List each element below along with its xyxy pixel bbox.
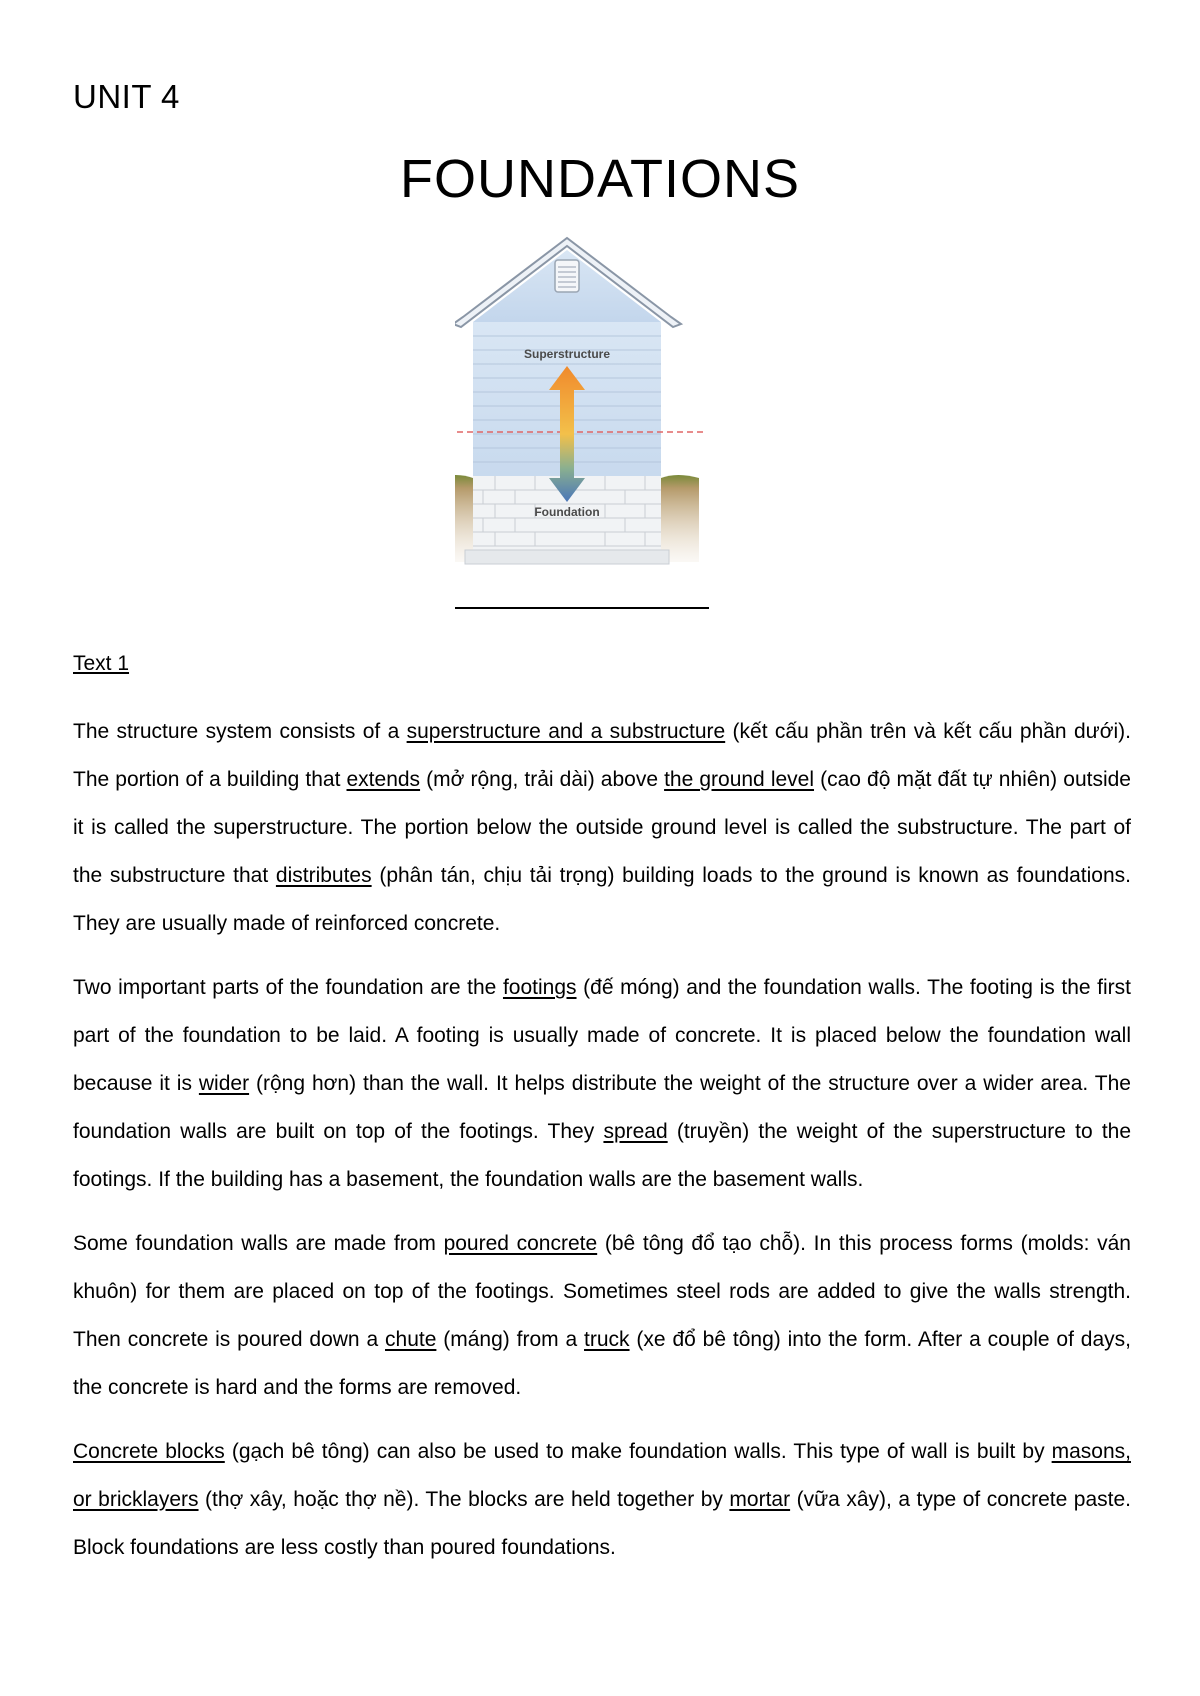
text-run: (kết cấu phần trên và kết cấu phần dưới). The portion of a building that	[73, 720, 1131, 791]
foundation-label: Foundation	[534, 505, 600, 519]
soil-left	[455, 475, 473, 562]
superstructure-label: Superstructure	[523, 347, 611, 361]
house-foundation-illustration	[455, 232, 755, 612]
underlined-term: extends	[346, 768, 421, 791]
text-run: (truyền) the weight of the superstructure to the footings. If the building has a basement, the foundation walls are the basement walls.	[73, 1120, 1132, 1191]
soil-right	[661, 475, 699, 562]
underlined-term: footings	[502, 976, 577, 999]
text-run: (cao độ mặt đất tự nhiên) outside it is called the superstructure. The portion below the outside ground level is called the substructure. The part of the substructure that	[73, 768, 1131, 887]
page-title: FOUNDATIONS	[400, 149, 800, 209]
text-run: (máng) from a	[436, 1328, 585, 1351]
body-text	[73, 708, 1131, 1588]
section-heading: Text 1	[73, 652, 130, 675]
text-run: (thợ xây, hoặc thợ nề). The blocks are held together by	[198, 1488, 730, 1511]
text-run: (xe đổ bê tông) into the form. After a couple of days, the concrete is hard and the forms are removed.	[73, 1328, 1131, 1399]
text-run: Some foundation walls are made from	[73, 1232, 444, 1255]
underlined-term: distributes	[275, 864, 372, 887]
text-run: (gạch bê tông) can also be used to make foundation walls. This type of wall is built by	[224, 1440, 1052, 1463]
underlined-term: superstructure and a substructure	[406, 720, 726, 743]
text-run: (rộng hơn) than the wall. It helps distribute the weight of the structure over a wider area. The foundation walls are built on top of the footings. They	[73, 1072, 1131, 1143]
underlined-term: spread	[603, 1120, 668, 1143]
text-run: (vữa xây), a type of concrete paste. Block foundations are less costly than poured foundations.	[73, 1488, 1131, 1559]
underlined-term: the ground level	[664, 768, 815, 791]
unit-label: UNIT 4	[73, 78, 180, 115]
underlined-term: masons, or bricklayers	[73, 1440, 1131, 1511]
text-run: (bê tông đổ tạo chỗ). In this process forms (molds: ván khuôn) for them are placed on top of the footings. Sometimes steel rods are added to give the walls strength. Then concrete is poured down a	[73, 1232, 1131, 1351]
text-run: Two important parts of the foundation are the	[73, 976, 503, 999]
underlined-term: poured concrete	[443, 1232, 598, 1255]
text-run: (phân tán, chịu tải trọng) building loads to the ground is known as foundations. They are usually made of reinforced concrete.	[73, 864, 1131, 935]
underlined-term: truck	[584, 1328, 630, 1351]
text-run: (mở rộng, trải dài) above	[420, 768, 665, 791]
underlined-term: chute	[385, 1328, 437, 1351]
paragraph	[73, 1428, 1131, 1572]
text-run: (đế móng) and the foundation walls. The footing is the first part of the foundation to be laid. A footing is usually made of concrete. It is placed below the foundation wall because it is	[73, 976, 1131, 1095]
footing	[465, 550, 669, 564]
underlined-term: mortar	[729, 1488, 791, 1511]
paragraph	[73, 1220, 1131, 1412]
paragraph	[73, 708, 1131, 948]
paragraph	[73, 964, 1131, 1204]
underlined-term: wider	[198, 1072, 250, 1095]
text-run: The structure system consists of a	[73, 720, 407, 743]
underlined-term: Concrete blocks	[73, 1440, 225, 1463]
